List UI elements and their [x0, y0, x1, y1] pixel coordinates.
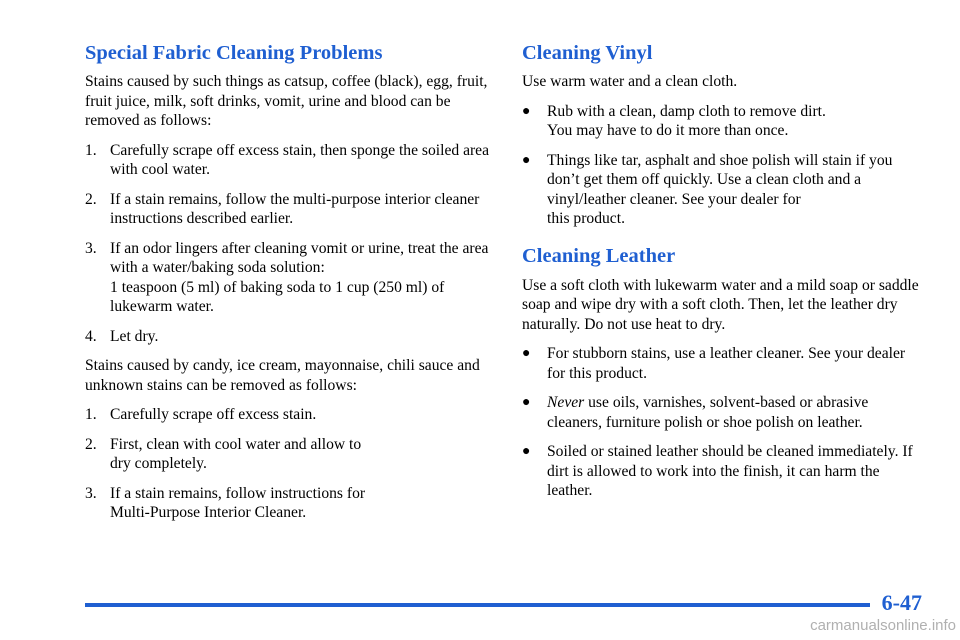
item-text: use oils, varnishes, solvent-based or abrasive cleaners, furniture polish or shoe polish on leather.: [547, 394, 869, 431]
bullet-icon: ●: [522, 346, 531, 361]
page-number: 6-47: [881, 590, 922, 615]
leather-bullet-list: [522, 344, 922, 501]
item-number: 4.: [85, 327, 97, 345]
bullet-icon: ●: [522, 395, 531, 410]
steps-list-1: [85, 141, 490, 347]
list-item: [85, 405, 490, 425]
item-text: Multi-Purpose Interior Cleaner.: [110, 504, 307, 521]
footer-rule: [85, 603, 870, 607]
item-number: 3.: [85, 484, 97, 502]
item-number: 3.: [85, 239, 97, 257]
steps-list-2: [85, 405, 490, 523]
intro-paragraph-1: Stains caused by such things as catsup, coffee (black), egg, fruit, fruit juice, milk, soft drinks, vomit, urine and blood can be removed as follows:: [85, 73, 488, 129]
item-text: dry completely.: [110, 455, 207, 472]
item-text: If a stain remains, follow the multi-purpose interior cleaner instructions described earlier.: [110, 190, 480, 227]
list-item: [85, 484, 490, 523]
item-text: Carefully scrape off excess stain, then sponge the soiled area with cool water.: [110, 141, 490, 178]
list-item: [85, 435, 490, 474]
item-number: 2.: [85, 435, 97, 453]
bullet-icon: ●: [522, 152, 531, 168]
item-number: 1.: [85, 406, 97, 423]
leather-intro: Use a soft cloth with lukewarm water and a mild soap or saddle soap and wipe dry with a soft cloth. Then, let the leather dry naturally. Do not use heat to dry.: [522, 276, 919, 333]
heading-cleaning-vinyl: Cleaning Vinyl: [522, 42, 653, 64]
item-text: Soiled or stained leather should be cleaned immediately. If dirt is allowed to work into the finish, it can harm the leather.: [547, 443, 913, 499]
item-text: this product.: [547, 210, 625, 227]
watermark-text: carmanualsonline.info: [810, 617, 956, 634]
list-item: [522, 151, 922, 229]
emphasis-never: Never: [547, 394, 585, 411]
vinyl-bullet-list: [522, 102, 922, 229]
item-text: If an odor lingers after cleaning vomit or urine, treat the area with a water/baking soda solution:: [110, 239, 489, 276]
list-item: [522, 442, 922, 501]
item-text: For stubborn stains, use a leather cleaner. See your dealer for this product.: [547, 345, 906, 382]
list-item: [522, 393, 922, 432]
item-number: 2.: [85, 190, 97, 208]
right-column: [522, 38, 922, 511]
intro-paragraph-2: Stains caused by candy, ice cream, mayonnaise, chili sauce and unknown stains can be removed as follows:: [85, 357, 480, 394]
list-item: [85, 327, 490, 347]
item-text: You may have to do it more than once.: [547, 122, 789, 139]
bullet-icon: ●: [522, 103, 531, 119]
item-text: Rub with a clean, damp cloth to remove dirt.: [547, 102, 826, 120]
heading-cleaning-leather: Cleaning Leather: [522, 244, 676, 267]
item-number: 1.: [85, 141, 97, 159]
item-text: Carefully scrape off excess stain.: [110, 406, 317, 423]
bullet-icon: ●: [522, 444, 531, 459]
item-text: 1 teaspoon (5 ml) of baking soda to 1 cup (250 ml) of lukewarm water.: [110, 278, 445, 315]
list-item: [85, 141, 490, 180]
left-column: [85, 38, 490, 533]
item-text: Let dry.: [110, 327, 159, 345]
item-text: First, clean with cool water and allow to: [110, 435, 362, 453]
item-text: If a stain remains, follow instructions for: [110, 484, 366, 502]
item-text: Things like tar, asphalt and shoe polish will stain if you don’t get them off quickly. Use a clean cloth and a vinyl/leather cleaner. See your dealer for: [547, 151, 893, 208]
heading-special-fabric: Special Fabric Cleaning Problems: [85, 42, 383, 64]
list-item: [522, 344, 922, 383]
vinyl-intro: Use warm water and a clean cloth.: [522, 73, 738, 90]
list-item: [85, 239, 490, 317]
list-item: [522, 102, 922, 141]
list-item: [85, 190, 490, 229]
